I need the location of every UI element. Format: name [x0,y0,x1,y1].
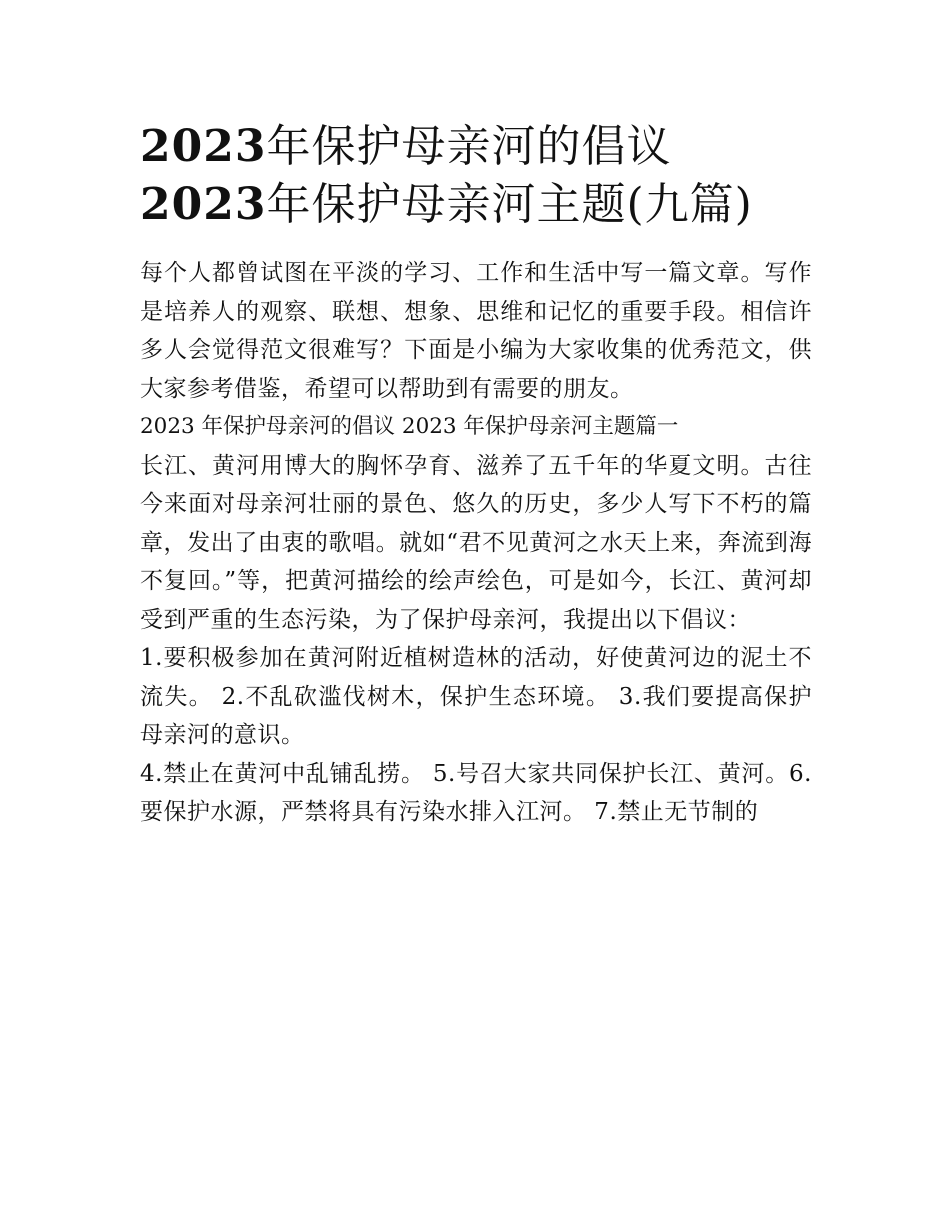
document-title [140,118,812,234]
proposal-paragraph: 1.要积极参加在黄河附近植树造林的活动，好使黄河边的泥土不流失。 2.不乱砍滥伐树木，保护生态环境。 3.我们要提高保护母亲河的意识。 [140,645,812,748]
document-page [140,118,812,832]
title-line-1 [140,118,812,176]
title-year: 2023 [140,121,267,172]
title-text: 年保护母亲河主题(九篇) [266,179,753,230]
section-heading: 2023 年保护母亲河的倡议 2023 年保护母亲河主题篇一 [140,414,679,439]
body-paragraph: 长江、黄河用博大的胸怀孕育、滋养了五千年的华夏文明。古往今来面对母亲河壮丽的景色、悠久的历史，多少人写下不朽的篇章，发出了由衷的歌唱。就如“君不见黄河之水天上来，奔流到海不复回。”等，把黄河描绘的绘声绘色，可是如今，长江、黄河却受到严重的生态污染，为了保护母亲河，我提出以下倡议： [140,452,812,633]
proposal-paragraph: 4.禁止在黄河中乱铺乱捞。 5.号召大家共同保护长江、黄河。6.要保护水源，严禁将具有污染水排入江河。 7.禁止无节制的 [140,760,812,825]
title-year: 2023 [140,179,267,230]
title-line-2 [140,176,812,234]
intro-paragraph: 每个人都曾试图在平淡的学习、工作和生活中写一篇文章。写作是培养人的观察、联想、想象、思维和记忆的重要手段。相信许多人会觉得范文很难写？下面是小编为大家收集的优秀范文，供大家参考借鉴，希望可以帮助到有需要的朋友。 [140,260,812,402]
title-text: 年保护母亲河的倡议 [266,121,672,172]
